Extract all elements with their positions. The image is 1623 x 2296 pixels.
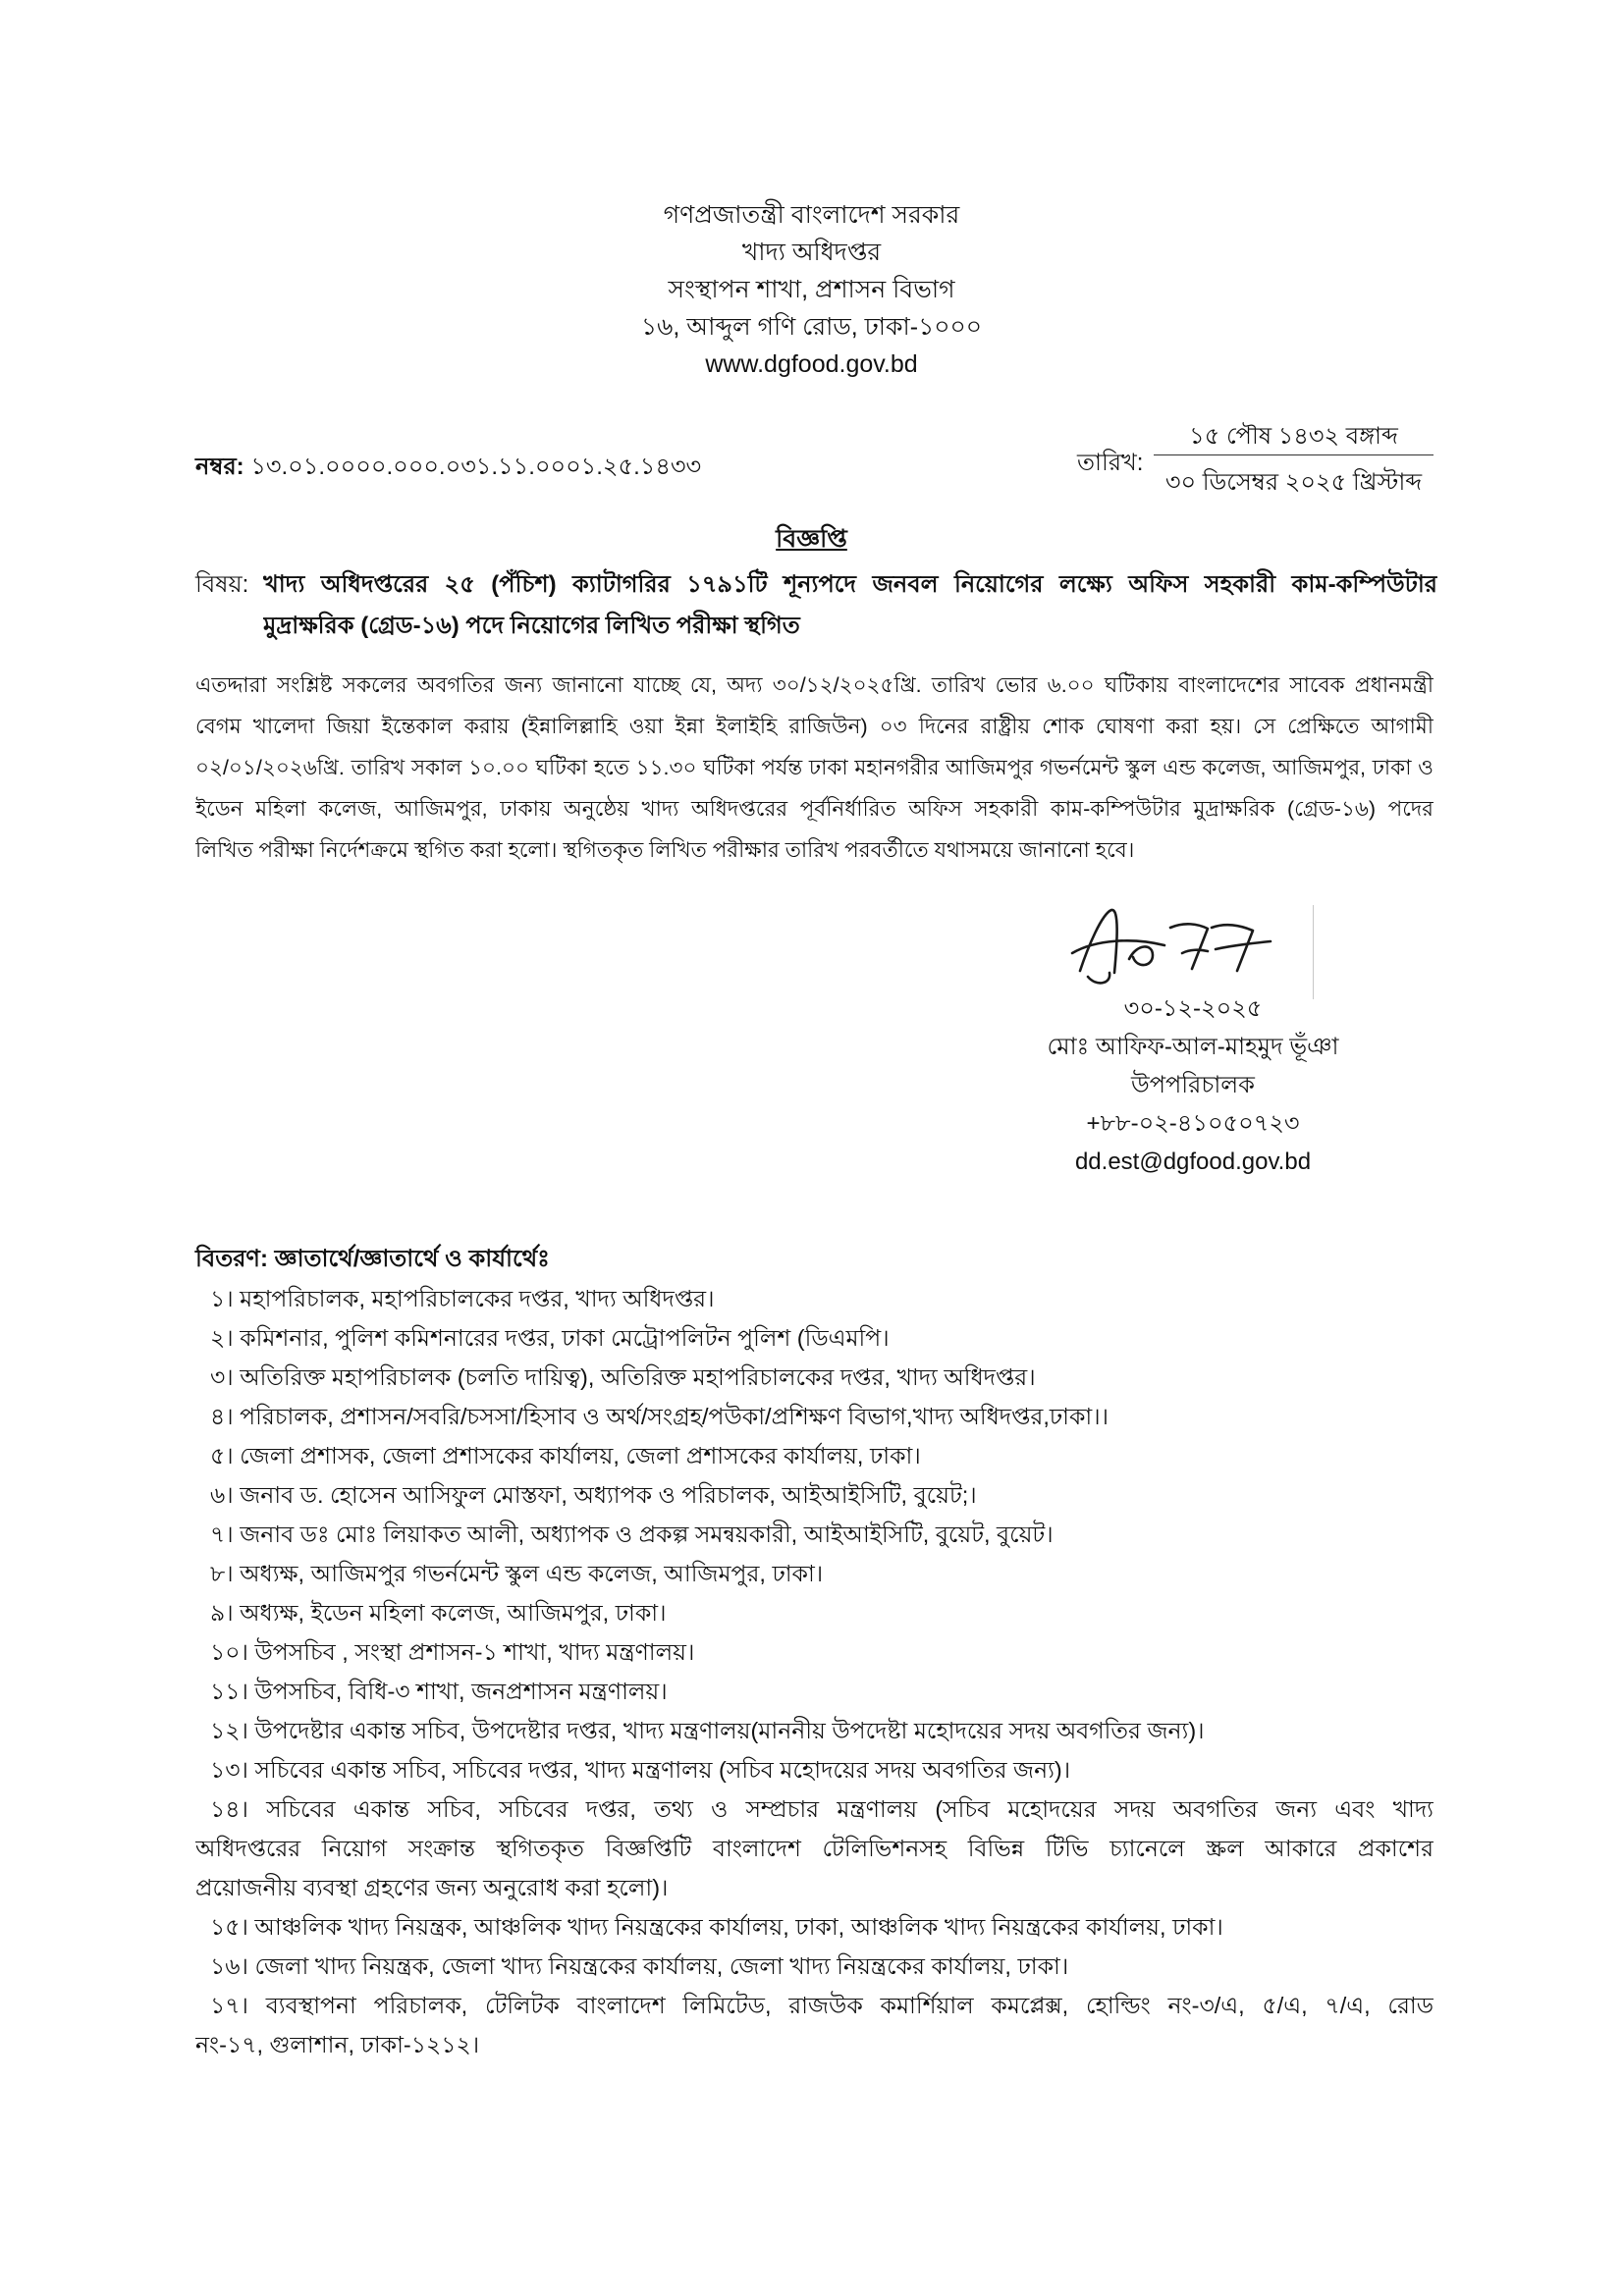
distribution-item-line: প্রয়োজনীয় ব্যবস্থা গ্রহণের জন্য অনুরোধ করা হলো)। bbox=[195, 1875, 669, 1900]
distribution-item bbox=[195, 1515, 1434, 1554]
notice-title-text: বিজ্ঞপ্তি bbox=[776, 525, 847, 553]
letterhead bbox=[0, 196, 1623, 383]
subject-text bbox=[263, 564, 1437, 647]
distribution-item-line: ১১। উপসচিব, বিধি-৩ শাখা, জনপ্রশাসন মন্ত্রণালয়। bbox=[210, 1679, 668, 1704]
office-name: খাদ্য অধিদপ্তর bbox=[741, 239, 882, 266]
memo-number bbox=[195, 448, 701, 487]
distribution-item bbox=[195, 1711, 1434, 1750]
distribution-item-line: ১৫। আঞ্চলিক খাদ্য নিয়ন্ত্রক, আঞ্চলিক খাদ্য নিয়ন্ত্রকের কার্যালয়, ঢাকা, আঞ্চলিক খাদ্য নিয়ন্ত্রকের কার্যালয়, ঢাকা। bbox=[210, 1914, 1223, 1940]
distribution-item bbox=[195, 1593, 1434, 1632]
distribution-item-line: ২। কমিশনার, পুলিশ কমিশনারের দপ্তর, ঢাকা মেট্রোপলিটন পুলিশ (ডিএমপি। bbox=[210, 1325, 890, 1351]
date-gregorian: ৩০ ডিসেম্বর ২০২৫ খ্রিস্টাব্দ bbox=[1164, 469, 1423, 496]
distribution-item bbox=[195, 1672, 1434, 1711]
signature bbox=[1068, 898, 1284, 987]
distribution-item-line: ৪। পরিচালক, প্রশাসন/সবরি/চসসা/হিসাব ও অর্থ/সংগ্রহ/পউকা/প্রশিক্ষণ বিভাগ,খাদ্য অধিদপ্তর,ঢাকা।। bbox=[210, 1404, 1109, 1429]
signature-date: ৩০-১২-২০২৫ bbox=[1123, 995, 1263, 1022]
distribution-item-line: ১৭। ব্যবস্থাপনা পরিচালক, টেলিটক বাংলাদেশ লিমিটেড, রাজউক কমার্শিয়াল কমপ্লেক্স, হোল্ডিং নং-৩/এ, ৫/এ, ৭/এ, রোড bbox=[210, 1993, 1434, 2018]
body-line: বেগম খালেদা জিয়া ইন্তেকাল করায় (ইন্নালিল্লাহি ওয়া ইন্না ইলাইহি রাজিউন) ০৩ দিনের রাষ্ট্রীয় শোক ঘোষণা করা হয়। সে প্রেক্ষিতে আগামী bbox=[195, 715, 1434, 738]
distribution-item-line: নং-১৭, গুলাশান, ঢাকা-১২১২। bbox=[195, 2032, 480, 2057]
signatory-phone: +৮৮-০২-৪১০৫০৭২৩ bbox=[1086, 1110, 1300, 1137]
body-line: ০২/০১/২০২৬খ্রি. তারিখ সকাল ১০.০০ ঘটিকা হতে ১১.৩০ ঘটিকা পর্যন্ত ঢাকা মহানগরীর আজিমপুর গভর্নমেন্ট স্কুল এন্ড কলেজ, আজিমপুর, ঢাকা ও bbox=[195, 756, 1434, 779]
notice-title bbox=[0, 521, 1623, 557]
distribution-item bbox=[195, 1554, 1434, 1593]
body-line: এতদ্দারা সংশ্লিষ্ট সকলের অবগতির জন্য জানানো যাচ্ছে যে, অদ্য ৩০/১২/২০২৫খ্রি. তারিখ ভোর ৬.০০ ঘটিকায় বাংলাদেশের সাবেক প্রধানমন্ত্রী bbox=[195, 673, 1434, 697]
website-url: www.dgfood.gov.bd bbox=[705, 350, 918, 378]
distribution-item-line: ১৬। জেলা খাদ্য নিয়ন্ত্রক, জেলা খাদ্য নিয়ন্ত্রকের কার্যালয়, জেলা খাদ্য নিয়ন্ত্রকের কার্যালয়, ঢাকা। bbox=[210, 1953, 1069, 1979]
distribution-item-line: ৯। অধ্যক্ষ, ইডেন মহিলা কলেজ, আজিমপুর, ঢাকা। bbox=[210, 1600, 667, 1626]
body-line: লিখিত পরীক্ষা নির্দেশক্রমে স্থগিত করা হলো। স্থগিতকৃত লিখিত পরীক্ষার তারিখ পরবর্তীতে যথাসময়ে জানানো হবে। bbox=[195, 838, 1135, 862]
date-bangla: ১৫ পৌষ ১৪৩২ বঙ্গাব্দ bbox=[1154, 419, 1434, 455]
distribution-item bbox=[195, 1632, 1434, 1672]
office-address: ১৬, আব্দুল গণি রোড, ঢাকা-১০০০ bbox=[640, 313, 983, 341]
subject-line: মুদ্রাক্ষরিক (গ্রেড-১৬) পদে নিয়োগের লিখিত পরীক্ষা স্থগিত bbox=[263, 613, 800, 639]
signatory-name: মোঃ আফিফ-আল-মাহমুদ ভূঁঞা bbox=[1047, 1034, 1339, 1060]
distribution-heading: বিতরণ: জ্ঞাতার্থে/জ্ঞাতার্থে ও কার্যার্থেঃ bbox=[195, 1246, 550, 1272]
distribution-item-line: ৫। জেলা প্রশাসক, জেলা প্রশাসকের কার্যালয়, জেলা প্রশাসকের কার্যালয়, ঢাকা। bbox=[210, 1443, 921, 1468]
signatory-block bbox=[997, 989, 1389, 1181]
distribution-item bbox=[195, 1789, 1434, 1907]
distribution-item-line: ৩। অতিরিক্ত মহাপরিচালক (চলতি দায়িত্ব), অতিরিক্ত মহাপরিচালকের দপ্তর, খাদ্য অধিদপ্তর। bbox=[210, 1364, 1036, 1390]
distribution-item-line: ১৪। সচিবের একান্ত সচিব, সচিবের দপ্তর, তথ্য ও সম্প্রচার মন্ত্রণালয় (সচিব মহোদয়ের সদয় অবগতির জন্য এবং খাদ্য bbox=[210, 1796, 1434, 1822]
body-line: ইডেন মহিলা কলেজ, আজিমপুর, ঢাকায় অনুষ্ঠেয় খাদ্য অধিদপ্তরের পূর্বনির্ধারিত অফিস সহকারী কাম-কম্পিউটার মুদ্রাক্ষরিক (গ্রেড-১৬) পদের bbox=[195, 797, 1434, 821]
distribution-list bbox=[195, 1279, 1434, 2064]
distribution-item-line: ৮। অধ্যক্ষ, আজিমপুর গভর্নমেন্ট স্কুল এন্ড কলেজ, আজিমপুর, ঢাকা। bbox=[210, 1561, 824, 1586]
subject-line: খাদ্য অধিদপ্তরের ২৫ (পঁচিশ) ক্যাটাগরির ১৭৯১টি শূন্যপদে জনবল নিয়োগের লক্ষ্যে অফিস সহকারী কাম-কম্পিউটার bbox=[263, 571, 1437, 598]
date-block bbox=[1154, 419, 1434, 503]
date-label: তারিখ: bbox=[1077, 450, 1144, 476]
scan-divider bbox=[1313, 905, 1314, 999]
distribution-item bbox=[195, 1279, 1434, 1318]
distribution-item bbox=[195, 1475, 1434, 1515]
signatory-designation: উপপরিচালক bbox=[1131, 1072, 1255, 1098]
distribution-item-line: ১০। উপসচিব , সংস্থা প্রশাসন-১ শাখা, খাদ্য মন্ত্রণালয়। bbox=[210, 1639, 695, 1665]
distribution-item bbox=[195, 1318, 1434, 1358]
distribution-item bbox=[195, 1436, 1434, 1475]
distribution-item-line: ৭। জনাব ডঃ মোঃ লিয়াকত আলী, অধ্যাপক ও প্রকল্প সমন্বয়কারী, আইআইসিটি, বুয়েট, বুয়েট। bbox=[210, 1522, 1054, 1547]
distribution-item-line: ১২। উপদেষ্টার একান্ত সচিব, উপদেষ্টার দপ্তর, খাদ্য মন্ত্রণালয়(মাননীয় উপদেষ্টা মহোদয়ের সদয় অবগতির জন্য)। bbox=[210, 1718, 1205, 1743]
memo-number-label: নম্বর: bbox=[195, 454, 244, 480]
distribution-item-line: ১৩। সচিবের একান্ত সচিব, সচিবের দপ্তর, খাদ্য মন্ত্রণালয় (সচিব মহোদয়ের সদয় অবগতির জন্য)। bbox=[210, 1757, 1071, 1783]
distribution-item bbox=[195, 1947, 1434, 1986]
notice-body bbox=[195, 665, 1434, 871]
distribution-item bbox=[195, 1907, 1434, 1947]
government-name: গণপ্রজাতন্ত্রী বাংলাদেশ সরকার bbox=[663, 201, 960, 229]
distribution-item-line: ১। মহাপরিচালক, মহাপরিচালকের দপ্তর, খাদ্য অধিদপ্তর। bbox=[210, 1286, 715, 1311]
subject-label: বিষয়: bbox=[195, 571, 249, 598]
distribution-item bbox=[195, 1358, 1434, 1397]
distribution-item-line: অধিদপ্তরের নিয়োগ সংক্রান্ত স্থগিতকৃত বিজ্ঞপ্তিটি বাংলাদেশ টেলিভিশনসহ বিভিন্ন টিভি চ্যানেলে স্ক্রল আকারে প্রকাশের bbox=[195, 1836, 1434, 1861]
distribution-item bbox=[195, 1986, 1434, 2064]
distribution-item bbox=[195, 1397, 1434, 1436]
section-name: সংস্থাপন শাখা, প্রশাসন বিভাগ bbox=[668, 276, 955, 303]
distribution-item bbox=[195, 1750, 1434, 1789]
signatory-email: dd.est@dgfood.gov.bd bbox=[1074, 1148, 1312, 1175]
distribution-item-line: ৬। জনাব ড. হোসেন আসিফুল মোস্তফা, অধ্যাপক ও পরিচালক, আইআইসিটি, বুয়েট;। bbox=[210, 1482, 977, 1508]
memo-number-value: ১৩.০১.০০০০.০০০.০৩১.১১.০০০১.২৫.১৪৩৩ bbox=[243, 454, 702, 480]
